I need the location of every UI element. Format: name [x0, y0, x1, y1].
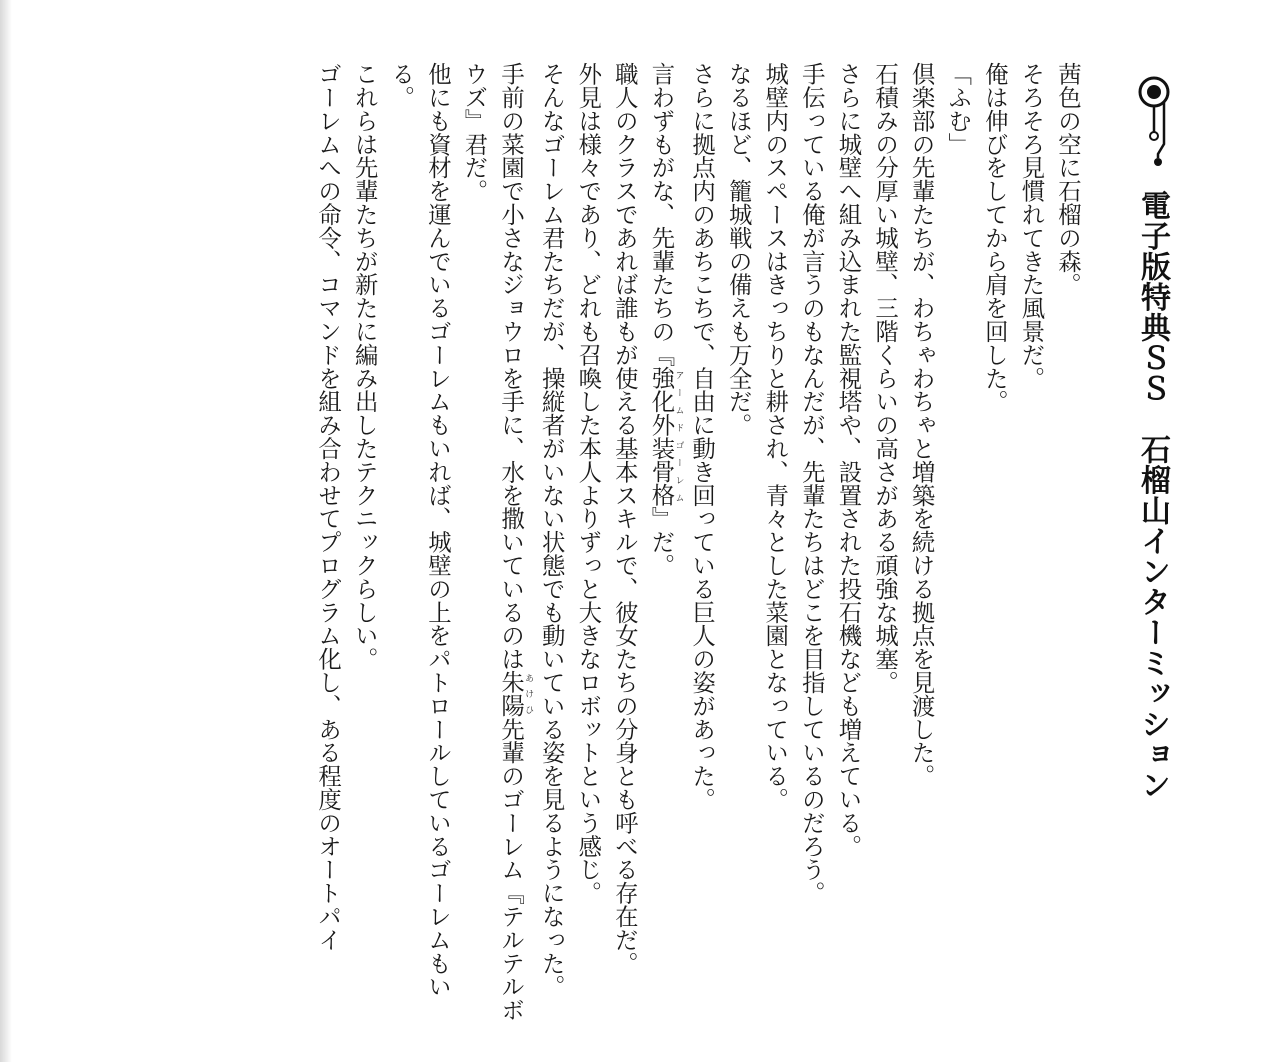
text-run: 先輩のゴーレム『テルテルボウズ』君だ。 — [460, 62, 526, 1022]
paragraph: ゴーレムへの命令、コマンドを組み合わせてプログラム化し、ある程度のオートパイ — [314, 62, 343, 952]
text-run: 言わずもがな、先輩たちの『 — [647, 62, 676, 367]
paragraph: そろそろ見慣れてきた風景だ。 — [1017, 62, 1046, 390]
paragraph: 「ふむ」 — [944, 62, 973, 156]
ruby-base: 強化外装骨格 — [647, 366, 676, 507]
paragraph: さらに拠点内のあちこちで、自由に動き回っている巨人の姿があった。 — [688, 62, 717, 811]
paragraph: 他にも資材を運んでいるゴーレムもいれば、城壁の上をパトロールしているゴーレムもいる。 — [387, 62, 452, 998]
paragraph: さらに城壁へ組み込まれた監視塔や、設置された投石機なども増えている。 — [834, 62, 863, 858]
paragraph: 職人のクラスであれば誰もが使える基本スキルで、彼女たちの分身とも呼べる存在だ。 — [610, 62, 639, 975]
circuit-ornament-icon — [1138, 74, 1172, 170]
paragraph: なるほど、籠城戦の備えも万全だ。 — [724, 62, 753, 437]
ruby-base: 朱陽 — [497, 670, 526, 718]
paragraph: 城壁内のスペースはきっちりと耕され、青々とした菜園となっている。 — [761, 62, 790, 811]
paragraph: そんなゴーレム君たちだが、操縦者がいない状態でも動いている姿を見るようになった。 — [537, 62, 566, 998]
body-text — [186, 62, 1086, 1022]
ruby-reading: アームドゴーレム — [673, 366, 684, 507]
paragraph: 茜色の空に石榴の森。 — [1054, 62, 1082, 296]
paragraph: 石積みの分厚い城壁、三階くらいの高さがある頑強な城塞。 — [871, 62, 900, 694]
paragraph-akehi — [456, 62, 533, 1022]
paragraph: これらは先輩たちが新たに編み出したテクニックらしい。 — [350, 62, 379, 671]
chapter-title: 電子版特典ＳＳ 石榴山インターミッション — [1135, 190, 1170, 800]
page-edge-shadow — [0, 0, 12, 1062]
ruby-name — [497, 670, 534, 718]
text-run: 手前の菜園で小さなジョウロを手に、水を撒いているのは — [497, 62, 526, 671]
paragraph: 俺は伸びをしてから肩を回した。 — [980, 62, 1009, 413]
paragraph: 手伝っている俺が言うのもなんだが、先輩たちはどこを目指しているのだろう。 — [797, 62, 826, 905]
paragraph: 倶楽部の先輩たちが、わちゃわちゃと増築を続ける拠点を見渡した。 — [907, 62, 936, 788]
text-run: 』だ。 — [647, 506, 676, 577]
paragraph-armed-golem — [643, 62, 684, 1022]
ruby-reading: あけひ — [523, 670, 534, 718]
ruby-term — [647, 366, 684, 507]
paragraph: 外見は様々であり、どれも召喚した本人よりずっと大きなロボットという感じ。 — [574, 62, 603, 905]
